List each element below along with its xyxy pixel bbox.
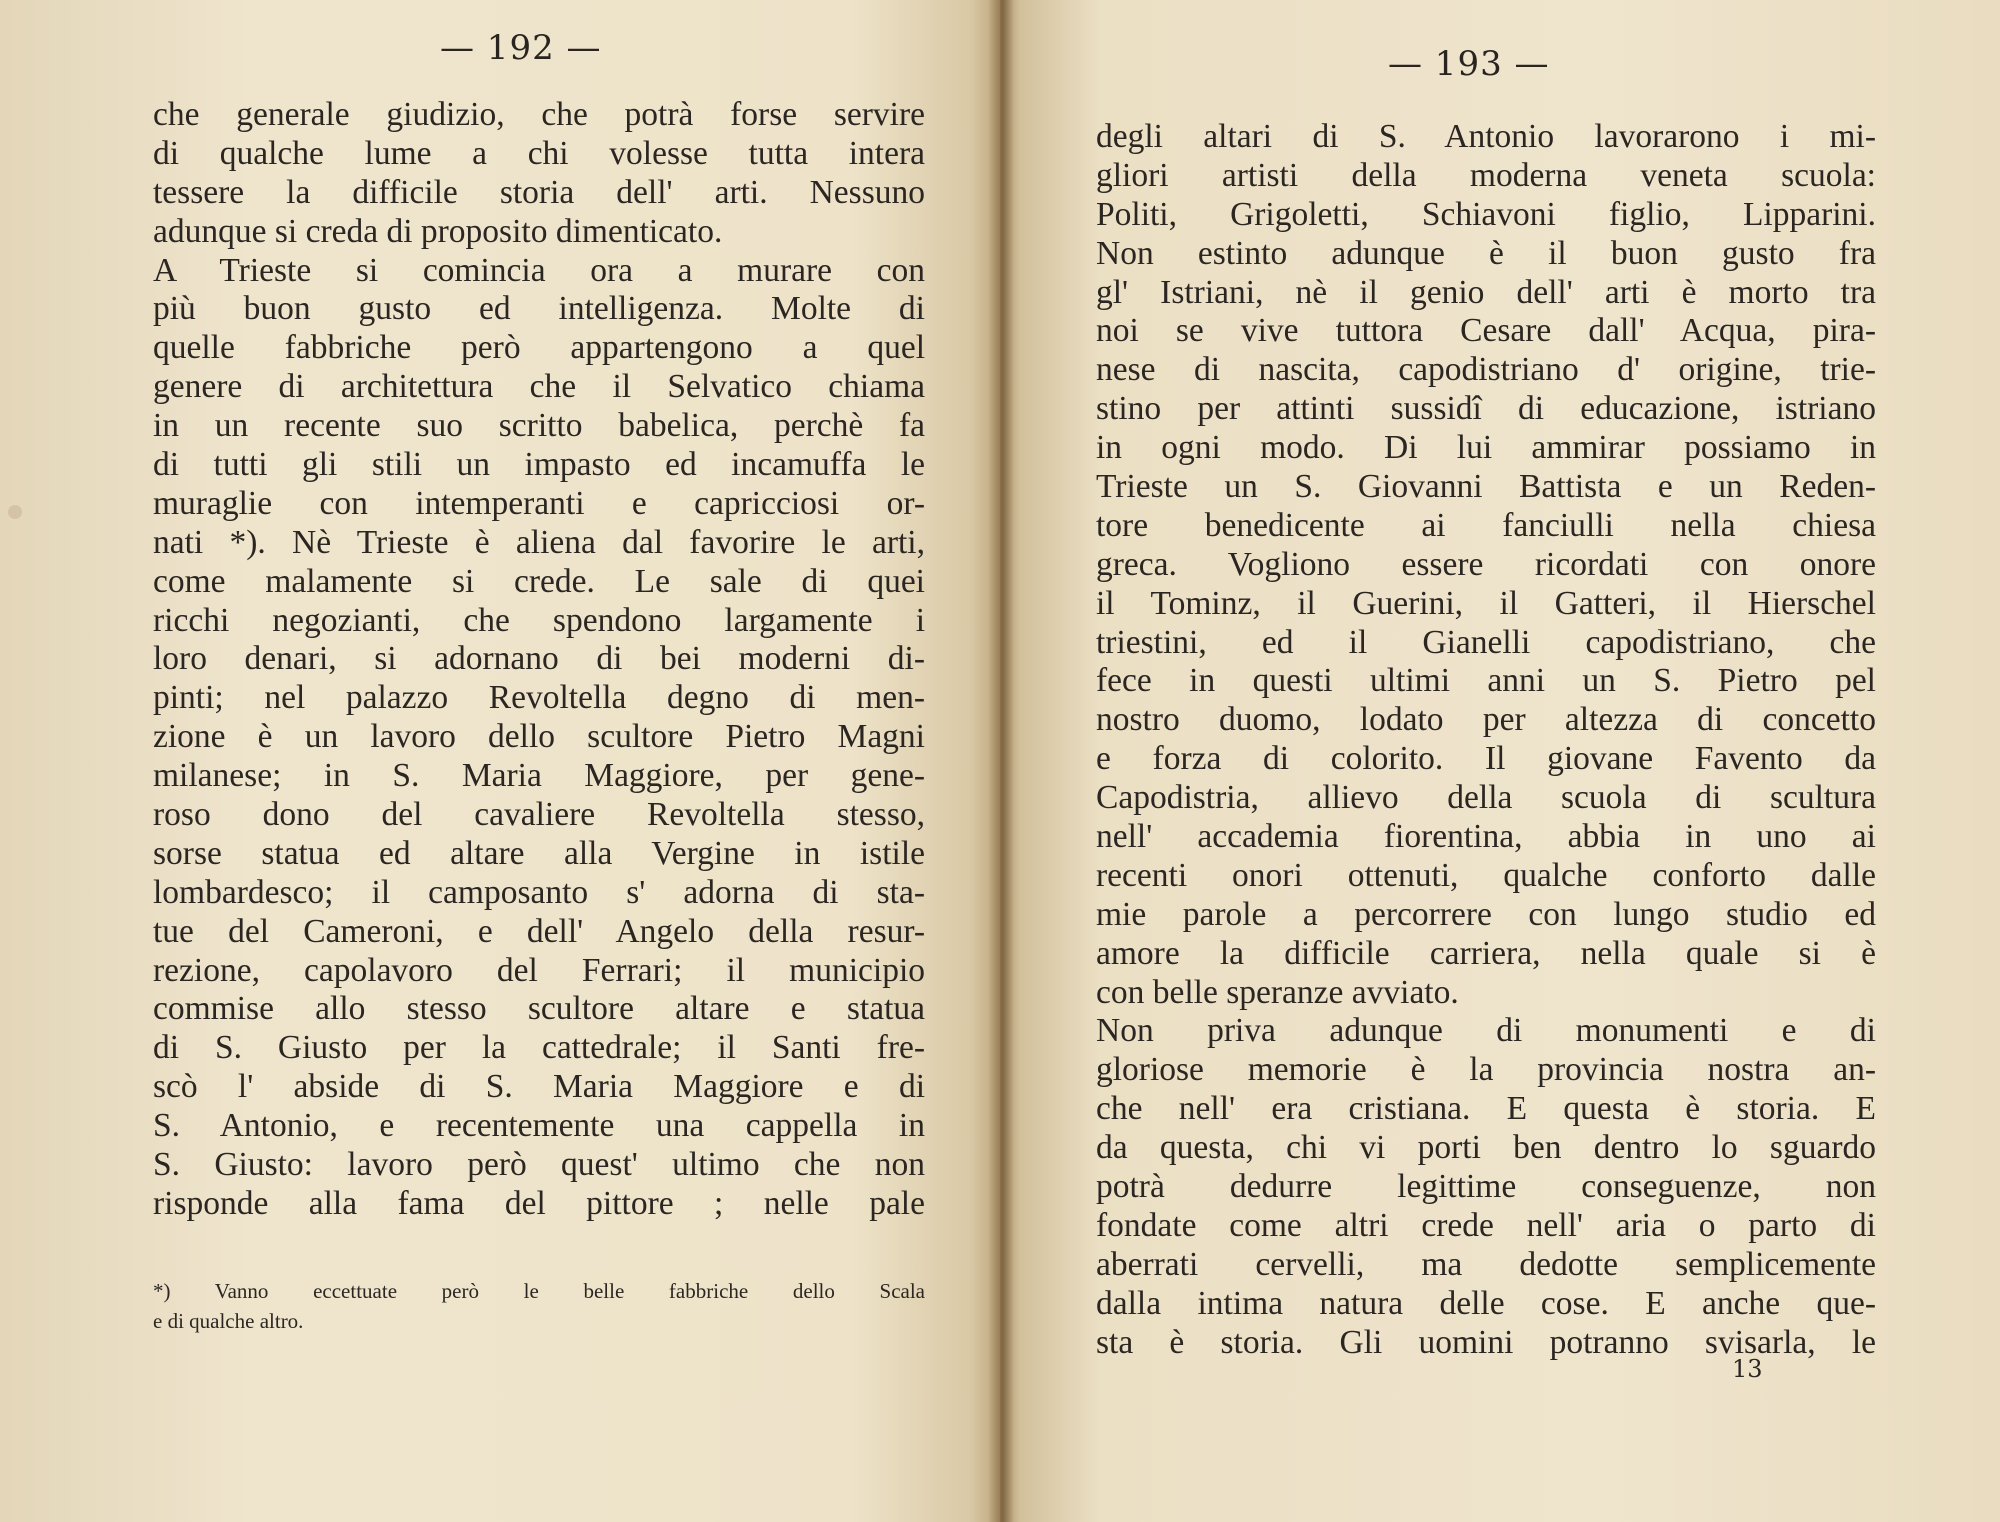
text-line: come malamente si crede. Le sale di quei [153,562,925,600]
text-line: Trieste un S. Giovanni Battista e un Reden- [1096,468,1876,506]
text-line: nostro duomo, lodato per altezza di concetto [1096,701,1876,739]
text-line: più buon gusto ed intelligenza. Molte di [153,290,925,328]
text-line: triestini, ed il Gianelli capodistriano, che [1096,623,1876,661]
text-line: risponde alla fama del pittore ; nelle pale [153,1184,925,1222]
text-line: tore benedicente ai fanciulli nella chiesa [1096,506,1876,544]
text-line: genere di architettura che il Selvatico chiama [153,368,925,406]
text-line: adunque si creda di proposito dimenticato. [153,212,723,250]
text-line: Politi, Grigoletti, Schiavoni figlio, Lipparini. [1096,195,1876,233]
text-line: amore la difficile carriera, nella quale si è [1096,934,1876,972]
text-line: nese di nascita, capodistriano d' origine, trie- [1096,351,1876,389]
text-line: di qualche lume a chi volesse tutta intera [153,134,925,172]
text-line: recenti onori ottenuti, qualche conforto dalle [1096,856,1876,894]
left-body-text [153,96,925,1224]
text-line: potrà dedurre legittime conseguenze, non [1096,1168,1876,1206]
text-line: nati *). Nè Trieste è aliena dal favorire le arti, [153,523,925,561]
text-line: in un recente suo scritto babelica, perchè fa [153,407,925,445]
text-line: ricchi negozianti, che spendono largamente i [153,601,925,639]
right-page [1000,0,2000,1522]
text-line: gliori artisti della moderna veneta scuola: [1096,156,1876,194]
text-line: con belle speranze avviato. [1096,973,1459,1011]
text-line: lombardesco; il camposanto s' adorna di sta- [153,873,925,911]
text-line: scò l' abside di S. Maria Maggiore e di [153,1068,925,1106]
text-line: Capodistria, allievo della scuola di scultura [1096,779,1876,817]
text-line: S. Antonio, e recentemente una cappella in [153,1107,925,1145]
text-line: nell' accademia fiorentina, abbia in uno ai [1096,818,1876,856]
text-line: milanese; in S. Maria Maggiore, per gene- [153,757,925,795]
text-line: Non priva adunque di monumenti e di [1096,1012,1876,1050]
book-gutter [988,0,1014,1522]
text-line: di S. Giusto per la cattedrale; il Santi fre- [153,1029,925,1067]
text-line: che generale giudizio, che potrà forse servire [153,96,925,133]
right-body-text [1096,118,1876,1363]
text-line: fece in questi ultimi anni un S. Pietro pel [1096,662,1876,700]
text-line: quelle fabbriche però appartengono a quel [153,329,925,367]
text-line: e forza di colorito. Il giovane Favento da [1096,740,1876,778]
text-line: tessere la difficile storia dell' arti. Nessuno [153,173,925,211]
text-line: che nell' era cristiana. E questa è storia. E [1096,1090,1876,1128]
text-line: fondate come altri crede nell' aria o parto di [1096,1206,1876,1244]
text-line: A Trieste si comincia ora a murare con [153,251,925,289]
text-line: aberrati cervelli, ma dedotte semplicemente [1096,1245,1876,1283]
text-line: zione è un lavoro dello scultore Pietro Magni [153,718,925,756]
text-line: sorse statua ed altare alla Vergine in istile [153,834,925,872]
text-line: roso dono del cavaliere Revoltella stesso, [153,796,925,834]
text-line: gl' Istriani, nè il genio dell' arti è morto tra [1096,273,1876,311]
text-line: tue del Cameroni, e dell' Angelo della resur- [153,912,925,950]
text-line: noi se vive tuttora Cesare dall' Acqua, pira- [1096,312,1876,350]
text-line: di tutti gli stili un impasto ed incamuffa le [153,446,925,484]
footnote-line: e di qualche altro. [153,1309,304,1333]
text-line: muraglie con intemperanti e capricciosi or- [153,484,925,522]
text-line: commise allo stesso scultore altare e statua [153,990,925,1028]
text-line: in ogni modo. Di lui ammirar possiamo in [1096,429,1876,467]
text-line: greca. Vogliono essere ricordati con onore [1096,545,1876,583]
text-line: da questa, chi vi porti ben dentro lo sguardo [1096,1129,1876,1167]
text-line: S. Giusto: lavoro però quest' ultimo che non [153,1146,925,1184]
text-line: dalla intima natura delle cose. E anche que- [1096,1284,1876,1322]
text-line: stino per attinti sussidî di educazione, istriano [1096,390,1876,428]
text-line: gloriose memorie è la provincia nostra an- [1096,1051,1876,1089]
footnote-line: *) Vanno eccettuate però le belle fabbriche dello Scala [153,1279,925,1303]
left-page-number: — 192 — [440,28,602,68]
text-line: mie parole a percorrere con lungo studio ed [1096,895,1876,933]
right-page-number: — 193 — [1388,44,1550,84]
signature-mark: 13 [1732,1355,1763,1383]
text-line: pinti; nel palazzo Revoltella degno di men- [153,679,925,717]
paper-spot [8,505,22,519]
text-line: degli altari di S. Antonio lavorarono i mi- [1096,118,1876,155]
left-footnote [153,1276,925,1336]
text-line: loro denari, si adornano di bei moderni di- [153,640,925,678]
text-line: sta è storia. Gli uomini potranno svisarla, le [1096,1323,1876,1361]
text-line: Non estinto adunque è il buon gusto fra [1096,234,1876,272]
text-line: il Tominz, il Guerini, il Gatteri, il Hierschel [1096,584,1876,622]
text-line: rezione, capolavoro del Ferrari; il municipio [153,951,925,989]
